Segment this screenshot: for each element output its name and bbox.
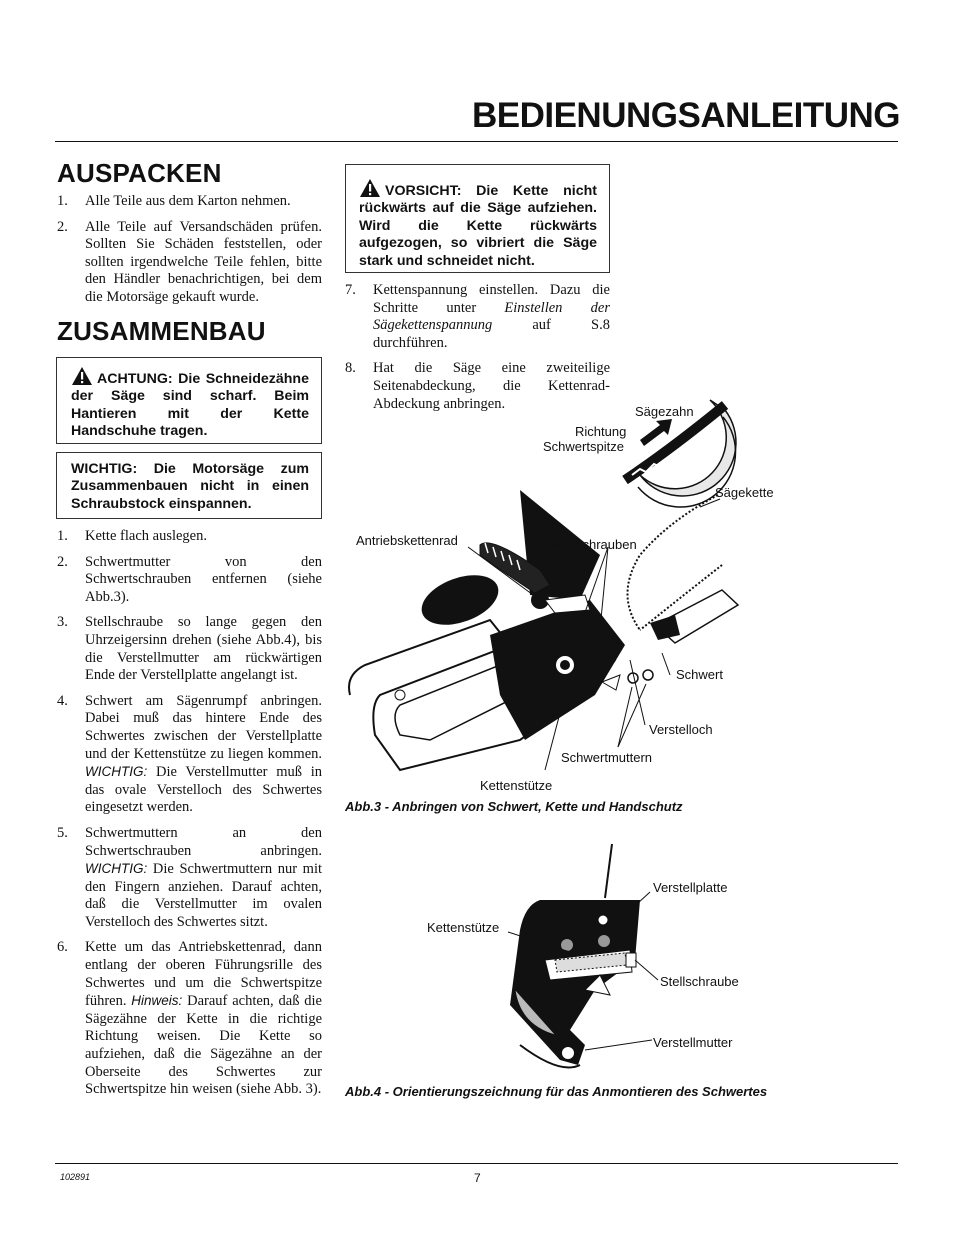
label-schwertspitze: Schwertspitze	[543, 439, 624, 454]
wichtig-callout	[56, 452, 322, 519]
adjustment-assembly	[510, 900, 640, 1068]
warning-icon	[359, 178, 381, 198]
label-kettenstuetze: Kettenstütze	[480, 778, 553, 793]
list-item	[57, 554, 322, 607]
list-item	[57, 825, 322, 932]
step-text: Kette um das Antriebskettenrad, dann entlang der oberen Führungsrille des Schwertes und um die Schwertspitze führen.	[85, 939, 322, 1010]
step-number: 3.	[57, 614, 68, 631]
step-text: Kette flach auslegen.	[85, 528, 207, 544]
list-item	[345, 282, 610, 352]
figure4-caption: Abb.4 - Orientierungszeichnung für das Anmontieren des Schwertes	[345, 1084, 768, 1099]
list-item	[57, 693, 322, 817]
list-item	[57, 219, 322, 307]
section-reference: Einstellen der Sägekettenspannung	[373, 299, 610, 334]
note-text: Darauf achten, daß die Sägezähne der Kette in die richtige Richtung weisen. Die Kette so aufziehen, daß die Sägezähne an der Oberseite des Schwertes zur Schwertspitze hin weisen (siehe Abb. 3).	[85, 993, 322, 1098]
step-number: 4.	[57, 692, 68, 709]
label-kettenstuetze-fig4: Kettenstütze	[427, 920, 500, 935]
note-label: WICHTIG:	[85, 764, 148, 780]
header-rule	[55, 141, 898, 142]
zusammenbau-steps	[57, 528, 322, 1107]
footer-rule	[55, 1163, 898, 1164]
list-item	[57, 193, 322, 211]
vorsicht-callout	[345, 164, 610, 273]
achtung-callout	[56, 357, 322, 444]
label-schwertmuttern: Schwertmuttern	[561, 750, 653, 765]
step-text-after: auf S.8 durchführen.	[373, 317, 610, 351]
step-number: 2.	[57, 218, 68, 235]
label-schwertschrauben: Schwertschrauben	[529, 537, 637, 552]
label-saegekette: Sägekette	[715, 485, 774, 500]
step-text: Stellschraube so lange gegen den Uhrzeigersinn drehen (siehe Abb.4), bis die Verstellmutter am rückwärtigen Ende der Verstellplatte angelangt ist.	[85, 614, 322, 684]
step-text: Schwertmutter von den Schwertschrauben entfernen (siehe Abb.3).	[85, 553, 322, 605]
auspacken-heading: AUSPACKEN	[57, 158, 222, 188]
warning-icon	[71, 366, 93, 386]
label-verstelloch: Verstelloch	[649, 722, 713, 737]
bar-nut	[643, 670, 653, 680]
step-text: Kettenspannung einstellen. Dazu die Schritte unter	[373, 282, 610, 316]
wichtig-text: WICHTIG: Die Motorsäge zum Zusammenbauen nicht in einen Schraubstock einspannen.	[71, 461, 309, 512]
step-text: Schwertmuttern an den Schwertschrauben anbringen.	[85, 824, 322, 859]
direction-arrow-icon	[640, 419, 672, 446]
step-text: Hat die Säge eine zweiteilige Seitenabdeckung, die Kettenrad-Abdeckung anbringen.	[373, 360, 610, 412]
label-schwert: Schwert	[676, 667, 723, 682]
label-richtung: Richtung	[575, 424, 627, 439]
note-label: Hinweis:	[131, 993, 183, 1009]
step-text: Schwert am Sägenrumpf anbringen. Dabei muß das hintere Ende des Schwertes zwischen der Verstellplatte und der Kettenstütze zu liegen kommen.	[85, 692, 322, 762]
step-number: 1.	[57, 528, 68, 544]
label-verstellmutter: Verstellmutter	[653, 1035, 733, 1050]
saw-body	[349, 490, 625, 770]
step-text: Alle Teile auf Versandschäden prüfen. Sollten Sie Schäden feststellen, oder sollten irgendwelche Teile fehlen, bitte den Händler benachrichtigen, bei dem die Motorsäge gekauft wurde.	[85, 218, 322, 305]
page-number: 7	[474, 1171, 481, 1185]
vorsicht-text: VORSICHT: Die Kette nicht rückwärts auf die Säge aufziehen. Wird die Kette rückwärts aufgezogen, so vibriert die Säge stark und schneidet nicht.	[359, 183, 597, 269]
list-item	[57, 939, 322, 1098]
figure3-caption: Abb.3 - Anbringen von Schwert, Kette und Handschutz	[345, 799, 683, 814]
label-saegezahn: Sägezahn	[635, 404, 694, 419]
step-number: 1.	[57, 193, 68, 209]
note-text: Die Schwertmuttern nur mit den Fingern anziehen. Darauf achten, daß die Verstellmutter im ovalen Verstelloch des Schwertes sitzt.	[85, 861, 323, 930]
step-number: 8.	[345, 360, 356, 377]
page-title: BEDIENUNGSANLEITUNG	[471, 96, 900, 135]
step-text: Alle Teile aus dem Karton nehmen.	[85, 193, 291, 209]
note-text: Die Verstellmutter muß in das ovale Verstelloch des Schwertes eingesetzt werden.	[85, 764, 322, 816]
zusammenbau-heading: ZUSAMMENBAU	[57, 316, 266, 346]
document-code: 102891	[60, 1172, 91, 1182]
label-antriebskettenrad: Antriebskettenrad	[356, 533, 458, 548]
list-item	[57, 528, 322, 546]
step-number: 6.	[57, 939, 68, 956]
auspacken-steps	[57, 193, 322, 315]
achtung-text: ACHTUNG: Die Schneidezähne der Säge sind scharf. Beim Hantieren mit der Kette Handschuhe tragen.	[71, 371, 309, 440]
step-number: 7.	[345, 282, 356, 298]
step-number: 5.	[57, 824, 68, 841]
note-label: WICHTIG:	[85, 861, 148, 877]
list-item	[57, 614, 322, 684]
label-verstellplatte: Verstellplatte	[653, 880, 728, 895]
step-number: 2.	[57, 553, 68, 570]
label-stellschraube: Stellschraube	[660, 974, 739, 989]
